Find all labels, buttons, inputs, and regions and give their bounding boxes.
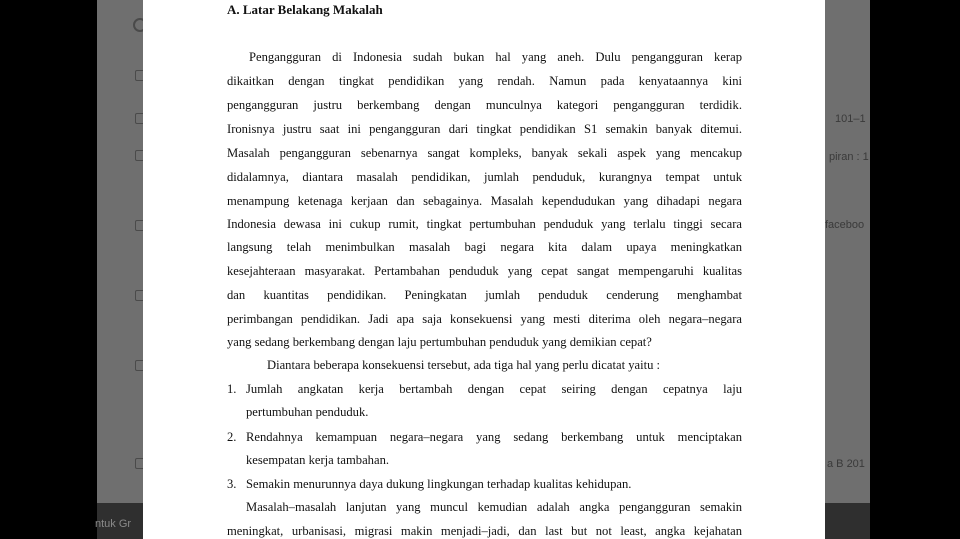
paragraph-line: dikaitkan dengan tingkat pendidikan yang rendah. Namun pada kenyataannya kini: [227, 74, 742, 88]
background-text-fragment: a B 201: [827, 458, 865, 470]
paragraph-line: Masalah–masalah lanjutan yang muncul kemudian adalah angka pengangguran semakin: [246, 500, 742, 514]
paragraph-line: Diantara beberapa konsekuensi tersebut, ada tiga hal yang perlu dicatat yaitu :: [267, 358, 661, 372]
list-number: 1.: [227, 382, 237, 396]
paragraph-line: Masalah pengangguran sebenarnya sangat kompleks, banyak sekali aspek yang mencakup: [227, 146, 742, 160]
list-item-line: Jumlah angkatan kerja bertambah dengan cepat seiring dengan cepatnya laju: [246, 382, 742, 396]
paragraph-line: didalamnya, diantara masalah pendidikan, jumlah penduduk, kurangnya tempat untuk: [227, 170, 742, 184]
paragraph-line: dan kuantitas pendidikan. Peningkatan jumlah penduduk cenderung menghambat: [227, 288, 742, 302]
section-heading: A. Latar Belakang Makalah: [227, 2, 383, 17]
paragraph-line: Indonesia dewasa ini cukup rumit, tingkat pertumbuhan penduduk yang terlalu tinggi secara: [227, 217, 742, 231]
list-item-line: Semakin menurunnya daya dukung lingkungan terhadap kualitas kehidupan.: [246, 477, 632, 491]
paragraph-line: Ironisnya justru saat ini pengangguran dari tingkat pendidikan S1 semakin banyak ditemui.: [227, 122, 742, 136]
background-text-fragment: 101–1: [835, 113, 866, 125]
list-number: 3.: [227, 477, 237, 491]
background-text-fragment: piran : 1: [829, 151, 869, 163]
list-item-line: Rendahnya kemampuan negara–negara yang sedang berkembang untuk menciptakan: [246, 430, 742, 444]
paragraph-line: meningkat, urbanisasi, migrasi makin menjadi–jadi, dan last but not least, angka kejahatan: [227, 524, 742, 538]
list-item-line: pertumbuhan penduduk.: [246, 405, 369, 419]
list-number: 2.: [227, 430, 237, 444]
background-text-fragment: faceboo: [825, 219, 865, 231]
paragraph-line: Pengangguran di Indonesia sudah bukan hal yang aneh. Dulu pengangguran kerap: [249, 50, 742, 64]
paragraph-line: pengangguran justru berkembang dengan munculnya kategori pengangguran terdidik.: [227, 98, 742, 112]
paragraph-line: yang sedang berkembang dengan laju pertumbuhan penduduk yang demikian cepat?: [227, 335, 652, 349]
paragraph-line: menampung ketenaga kerjaan dan sebagainya. Masalah kependudukan yang dihadapi negara: [227, 194, 742, 208]
document-page: [143, 0, 825, 539]
paragraph-line: kesejahteraan masyarakat. Pertambahan penduduk yang cepat sangat mempengaruhi kualitas: [227, 264, 742, 278]
paragraph-line: langsung telah menimbulkan masalah bagi negara kita dalam upaya meningkatkan: [227, 240, 742, 254]
list-item-line: kesempatan kerja tambahan.: [246, 453, 390, 467]
paragraph-line: perimbangan pendidikan. Jadi apa saja konsekuensi yang mesti diterima oleh negara–negara: [227, 312, 742, 326]
background-text-fragment: ntuk Gr: [95, 518, 132, 530]
